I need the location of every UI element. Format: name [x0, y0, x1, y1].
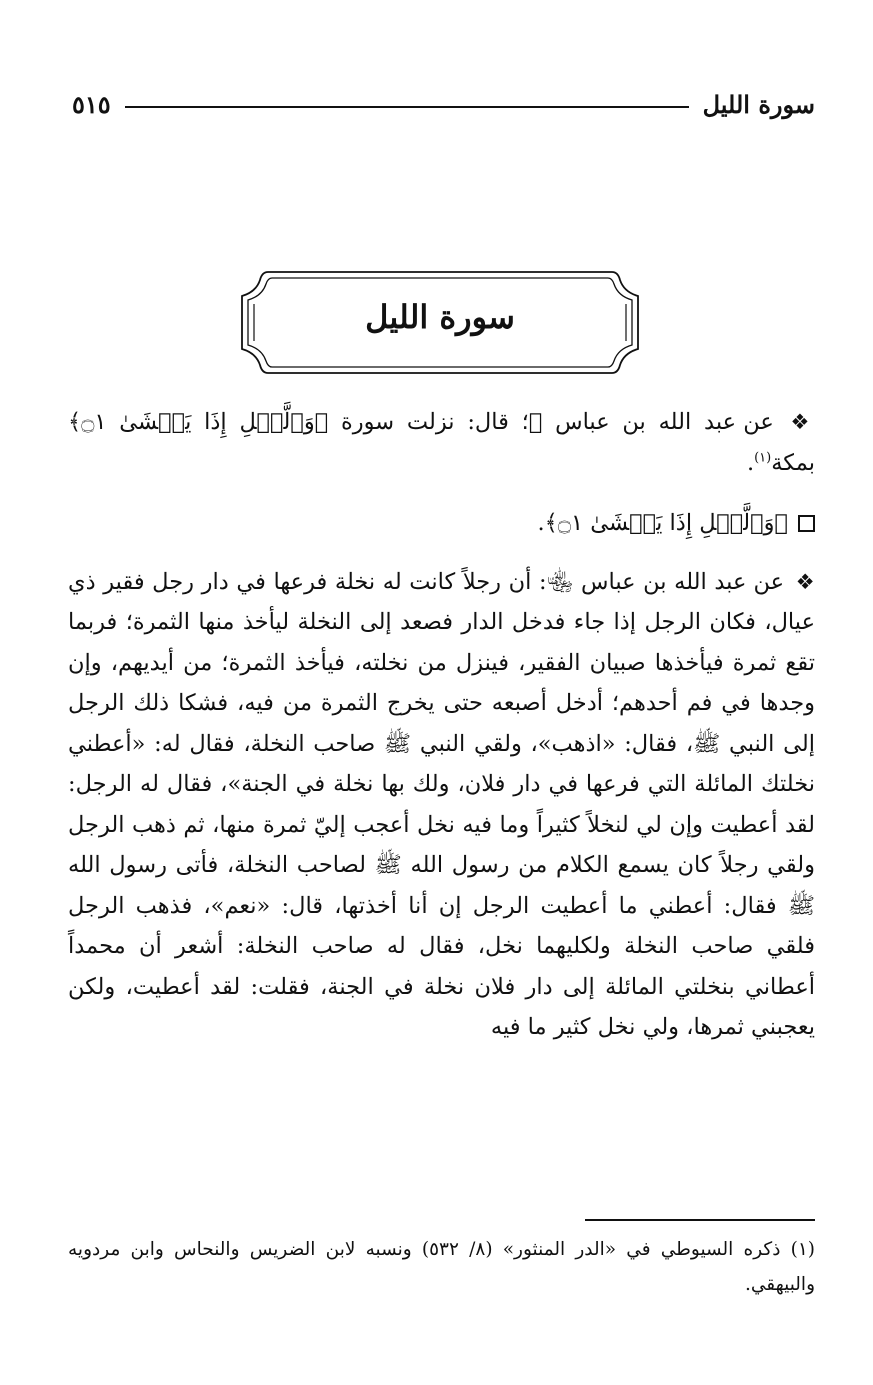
- surah-title-frame: [240, 270, 640, 375]
- paragraph-end: .: [746, 449, 755, 476]
- running-header: [72, 84, 815, 124]
- paragraph-text: عن عبد الله بن عباس ﵄: أن رجلاً كانت له نخلة فرعها في دار رجل فقير ذي عيال، فكان الرجل إذا جاء فدخل الدار فصعد إلى النخلة ليأخذ منها الثمرة؛ فربما تقع ثمرة فيأخذها صبيان الفقير، فينزل من نخلته، فيأخذ الثمرة؛ من أيديهم، وإن وجدها في فم أحدهم؛ أدخل أصبعه حتى يخرج الثمرة من فيه، فشكا ذلك الرجل إلى النبي ﷺ، فقال: «اذهب»، ولقي النبي ﷺ صاحب النخلة، فقال له: «أعطني نخلتك المائلة التي فرعها في دار فلان، ولك بها نخلة في الجنة»، فقال له الرجل: لقد أعطيت وإن لي لنخلاً كثيراً وما فيه نخل أعجب إليّ ثمرة منها، ثم ذهب الرجل ولقي رجلاً كان يسمع الكلام من رسول الله ﷺ لصاحب النخلة، فأتى رسول الله ﷺ فقال: أعطني ما أعطيت الرجل إن أنا أخذتها، قال: «نعم»، فذهب الرجل فلقي صاحب النخلة ولكليهما نخل، فقال له صاحب النخلة: أشعر أن محمداً أعطاني بنخلتي المائلة إلى دار فلان نخلة في الجنة، فقلت: لقد أعطيت، ولكن يعجبني ثمرها، ولي نخل كثير ما فيه: [68, 568, 815, 1040]
- paragraph-hadith: [68, 562, 815, 1048]
- page-number: ٥١٥: [72, 89, 111, 119]
- verse-heading: [68, 503, 815, 544]
- header-rule: [125, 106, 689, 108]
- surah-title: سورة الليل: [365, 298, 515, 336]
- main-text: [68, 402, 815, 1048]
- paragraph-revelation: [68, 402, 815, 483]
- paragraph-text: عن عبد الله بن عباس ﵄؛ قال: نزلت سورة ﴿وَٱلَّيۡلِ إِذَا يَغۡشَىٰ ۝١﴾ بمكة: [68, 409, 815, 476]
- bullet-icon: ❖: [790, 410, 816, 434]
- footnote: (١) ذكره السيوطي في «الدر المنثور» (٨/ ٥٣٢) ونسبه لابن الضريس والنحاس وابن مردويه والبيهقي.: [68, 1239, 816, 1295]
- footnote-rule: [585, 1219, 815, 1221]
- running-title: سورة الليل: [702, 89, 815, 119]
- verse-text: ﴿وَٱلَّيۡلِ إِذَا يَغۡشَىٰ ۝١﴾.: [537, 510, 788, 536]
- square-bullet-icon: [798, 515, 815, 532]
- footnote-ref: (١): [754, 450, 772, 465]
- bullet-icon: ❖: [795, 569, 815, 594]
